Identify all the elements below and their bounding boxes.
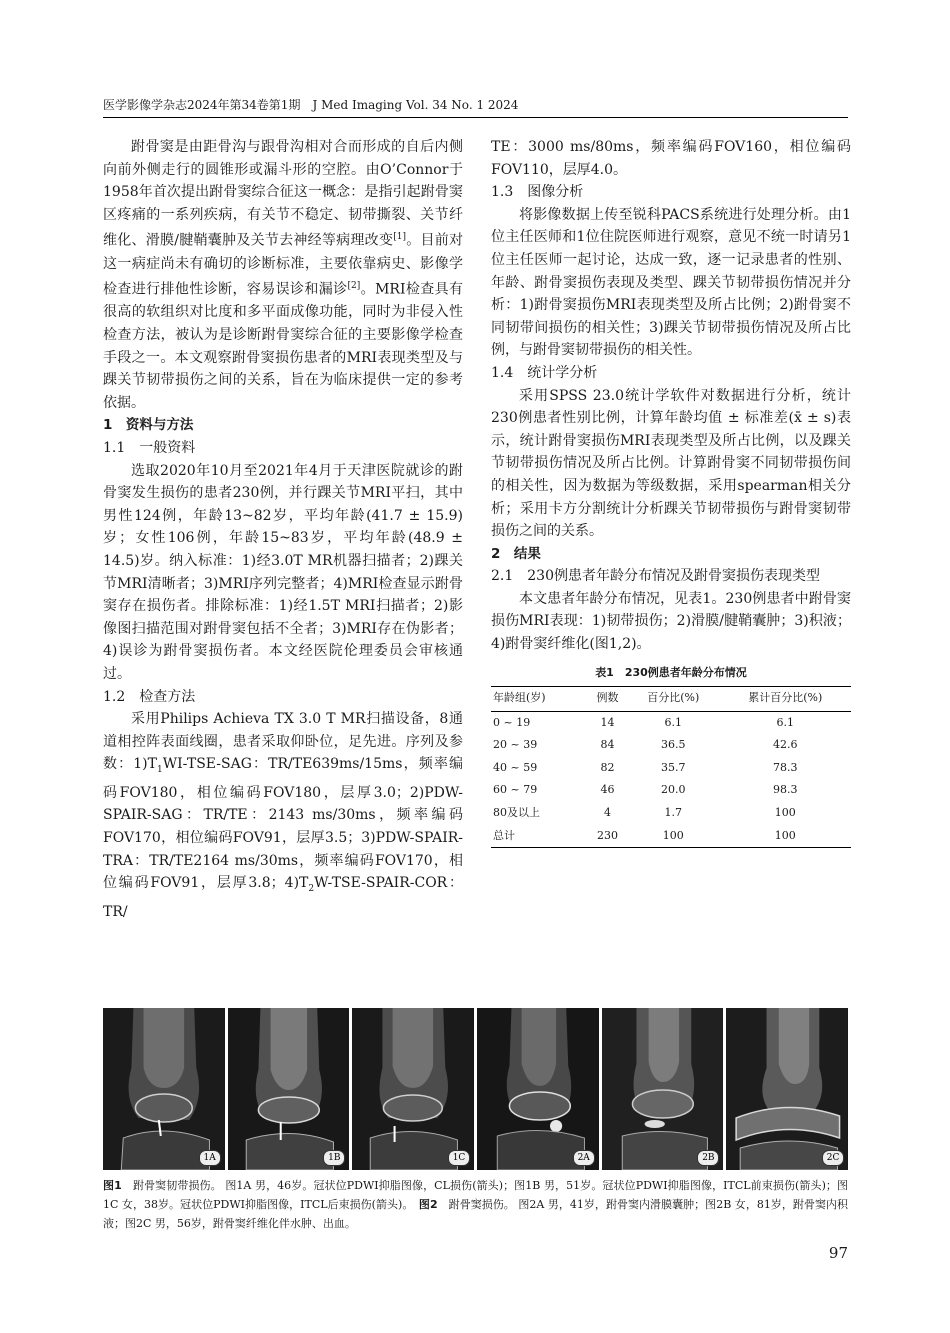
page-number: 97 xyxy=(828,1244,848,1262)
section-1-4-heading: 1.4 统计学分析 xyxy=(491,364,598,381)
table-header-cell: 累计百分比(%) xyxy=(748,691,823,705)
table-title: 表1 230例患者年龄分布情况 xyxy=(595,665,747,679)
table-header-cell: 年龄组(岁) xyxy=(493,691,546,705)
intro-text-1: 跗骨窦是由距骨沟与跟骨沟相对合而形成的自后内侧向前外侧走行的圆锥形或漏斗形的空腔。由O’Connor于1958年首次提出跗骨窦综合征这一概念：是指引起跗骨窦区疼痛的一系列疾病，有关节不稳定、韧带撕裂、关节纤维化、滑膜/腱鞘囊肿及关节去神经等病理改变 xyxy=(103,139,463,250)
section-1-3-heading: 1.3 图像分析 xyxy=(491,184,584,201)
table-cell: 6.1 xyxy=(776,715,794,729)
table-row xyxy=(491,802,851,825)
table-row xyxy=(491,779,851,802)
method-text-c: W-TSE-SPAIR-COR：TR/ xyxy=(103,875,464,920)
mri-image xyxy=(228,1008,350,1170)
right-column xyxy=(491,136,851,848)
section-1-1-heading: 1.1 一般资料 xyxy=(103,440,196,457)
table-cell: 36.5 xyxy=(660,738,686,752)
subscript-2: 2 xyxy=(308,883,315,894)
table-cell: 100 xyxy=(774,806,796,820)
table-cell: 78.3 xyxy=(772,760,798,774)
running-header: 医学影像学杂志2024年第34卷第1期 J Med Imaging Vol. 34 No. 1 2024 xyxy=(103,98,519,112)
table-cell: 100 xyxy=(662,828,684,842)
image-analysis-paragraph: 将影像数据上传至锐科PACS系统进行处理分析。由1位主任医师和1位住院医师进行观察，意见不统一时请另1位主任医师一起讨论，达成一致，逐一记录患者的性别、年龄、跗骨窦损伤表现及类型、踝关节韧带损伤情况并分析：1)跗骨窦损伤MRI表现类型及所占比例；2)跗骨窦不同韧带间损伤的相关性；3)踝关节韧带损伤情况及所占比例，与跗骨窦韧带损伤的相关性。 xyxy=(491,206,851,359)
section-1-heading: 1 资料与方法 xyxy=(103,417,194,434)
caption-label-fig2: 图2 xyxy=(418,1198,438,1211)
table-cell: 84 xyxy=(600,738,615,752)
section-1-2-heading: 1.2 检查方法 xyxy=(103,688,196,705)
table-header-cell: 例数 xyxy=(596,691,619,705)
header-rule xyxy=(103,117,848,118)
table-cell: 20 ~ 39 xyxy=(493,738,538,752)
table-cell: 60 ~ 79 xyxy=(493,783,538,797)
table-cell: 0 ~ 19 xyxy=(493,715,531,729)
table-cell: 100 xyxy=(774,828,796,842)
table-cell: 98.3 xyxy=(772,783,798,797)
table-1 xyxy=(491,662,851,849)
mri-image xyxy=(477,1008,599,1170)
method-text-b: WI-TSE-SAG：TR/TE639ms/15ms，频率编码FOV180，相位编码FOV180，层厚3.0；2)PDW-SPAIR-SAG：TR/TE：2143 ms/30ms，频率编码FOV170，相位编码FOV91，层厚3.5；3)PDW-SPAIR-TRA：TR/TE2164 ms/30ms，频率编码FOV170，相位编码FOV91，层厚3.8；4)T xyxy=(103,756,463,892)
left-column xyxy=(103,136,463,923)
table-row xyxy=(491,734,851,757)
table-cell: 46 xyxy=(600,783,615,797)
mri-panel-2b xyxy=(602,1008,724,1170)
caption-fig1: 跗骨窦韧带损伤。 图1A 男，46岁。冠状位PDWI抑脂图像，CL损伤(箭头)；图1B 男，51岁。冠状位PDWI抑脂图像，ITCL前束损伤(箭头)；图1C 女，38岁。冠状位PDWI抑脂图像，ITCL后束损伤(箭头)。 xyxy=(103,1179,849,1211)
panel-label: 1B xyxy=(323,1150,345,1166)
table-cell: 35.7 xyxy=(660,760,686,774)
ref-2: [2] xyxy=(347,281,361,292)
statistics-paragraph: 采用SPSS 23.0统计学软件对数据进行分析，统计230例患者性别比例，计算年龄均值 ± 标准差(x̄ ± s)表示，统计跗骨窦损伤MRI表现类型及所占比例，以及踝关节韧带损伤情况及所占比例。计算跗骨窦不同韧带损伤间的相关性，因为数据为等级数据，采用spearman相关分析；采用卡方分割统计分析踝关节韧带损伤与跗骨窦韧带损伤之间的关系。 xyxy=(491,387,851,540)
table-cell: 4 xyxy=(603,806,611,820)
table-cell: 42.6 xyxy=(772,738,798,752)
mri-panel-1b xyxy=(228,1008,350,1170)
mri-panel-2a xyxy=(477,1008,599,1170)
panel-label: 2B xyxy=(697,1150,719,1166)
mri-figure-strip xyxy=(103,1008,848,1170)
table-header-cell: 百分比(%) xyxy=(647,691,700,705)
panel-label: 2A xyxy=(573,1150,595,1166)
table-cell: 82 xyxy=(600,760,615,774)
method-paragraph xyxy=(103,708,463,923)
section-2-heading: 2 结果 xyxy=(491,545,541,562)
mri-image xyxy=(103,1008,225,1170)
mri-panel-1c xyxy=(352,1008,474,1170)
table-row xyxy=(491,757,851,780)
table-cell: 1.7 xyxy=(664,806,682,820)
ref-1: [1] xyxy=(393,232,406,243)
table-cell: 40 ~ 59 xyxy=(493,760,538,774)
mri-image xyxy=(602,1008,724,1170)
panel-label: 2C xyxy=(822,1150,844,1166)
figure-caption xyxy=(103,1176,848,1233)
table-row xyxy=(491,825,851,848)
intro-paragraph xyxy=(103,136,463,414)
panel-label: 1C xyxy=(448,1150,470,1166)
table-cell: 14 xyxy=(600,715,615,729)
table-cell: 230 xyxy=(596,828,618,842)
table-row xyxy=(491,711,851,734)
age-distribution-table xyxy=(491,686,851,849)
mri-panel-2c xyxy=(726,1008,848,1170)
caption-label-fig1: 图1 xyxy=(103,1179,122,1192)
panel-label: 1A xyxy=(199,1150,221,1166)
intro-text-3: 。MRI检查具有很高的软组织对比度和多平面成像功能，同时为非侵入性检查方法，被认为是诊断跗骨窦综合征的主要影像学检查手段之一。本文观察跗骨窦损伤患者的MRI表现类型及与踝关节韧带损伤之间的关系，旨在为临床提供一定的参考依据。 xyxy=(103,281,464,411)
table-cell: 20.0 xyxy=(660,783,686,797)
results-paragraph: 本文患者年龄分布情况，见表1。230例患者中跗骨窦损伤MRI表现：1)韧带损伤；2)滑膜/腱鞘囊肿；3)积液；4)跗骨窦纤维化(图1,2)。 xyxy=(491,590,851,653)
method-continued-paragraph: TE：3000 ms/80ms，频率编码FOV160，相位编码FOV110，层厚4.0。 xyxy=(491,139,851,178)
caption-fig2: 跗骨窦损伤。 图2A 男，41岁，跗骨窦内滑膜囊肿；图2B 女，81岁，跗骨窦内积液；图2C 男，56岁，跗骨窦纤维化伴水肿、出血。 xyxy=(103,1198,849,1230)
method-text-a: 采用Philips Achieva TX 3.0 T MR扫描设备，8通道相控阵表面线圈，患者采取仰卧位，足先进。序列及参数：1)T xyxy=(103,711,463,773)
mri-panel-1a xyxy=(103,1008,225,1170)
mri-image xyxy=(726,1008,848,1170)
subscript-1: 1 xyxy=(156,765,163,776)
table-cell: 总计 xyxy=(493,828,515,842)
table-cell: 6.1 xyxy=(664,715,682,729)
table-cell: 80及以上 xyxy=(493,806,540,820)
mri-image xyxy=(352,1008,474,1170)
general-data-paragraph: 选取2020年10月至2021年4月于天津医院就诊的跗骨窦发生损伤的患者230例，并行踝关节MRI平扫，其中男性124例，年龄13~82岁，平均年龄(41.7 ± 15.9)岁；女性106例，年龄15~83岁，平均年龄(48.9 ± 14.5)岁。纳入标准：1)经3.0T MR机器扫描者；2)踝关节MRI清晰者；3)MRI序列完整者；4)MRI检查显示跗骨窦存在损伤者。排除标准：1)经1.5T MRI扫描者；2)影像图扫描范围对跗骨窦包括不全者；3)MRI存在伪影者；4)误诊为跗骨窦损伤者。本文经医院伦理委员会审核通过。 xyxy=(103,462,463,682)
table-header-row xyxy=(491,686,851,711)
intro-text-2: 。目前对这一病症尚未有确切的诊断标准，主要依靠病史、影像学检查进行排他性诊断，容易误诊和漏诊 xyxy=(103,233,463,298)
section-2-1-heading: 2.1 230例患者年龄分布情况及跗骨窦损伤表现类型 xyxy=(491,568,820,585)
